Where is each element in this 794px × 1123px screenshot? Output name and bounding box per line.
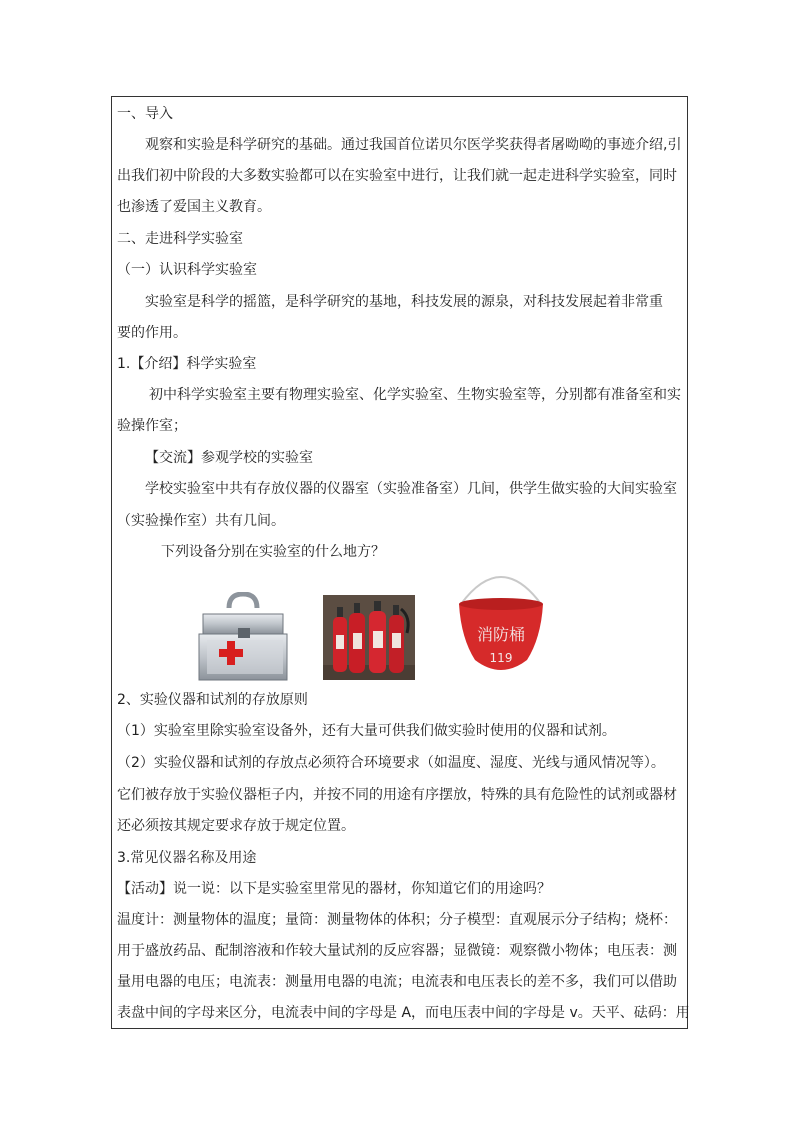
paragraph-line: 出我们初中阶段的大多数实验都可以在实验室中进行，让我们就一起走进科学实验室，同时	[117, 168, 677, 184]
fire-extinguishers-image	[323, 595, 415, 680]
heading-storage: 2、实验仪器和试剂的存放原则	[117, 692, 308, 708]
heading-instruments: 3.常见仪器名称及用途	[117, 850, 257, 866]
paragraph-line: 学校实验室中共有存放仪器的仪器室（实验准备室）几间，供学生做实验的大间实验室	[145, 481, 677, 497]
paragraph-line: 实验室是科学的摇篮，是科学研究的基地，科技发展的源泉，对科技发展起着非常重	[145, 294, 663, 310]
fire-bucket-image	[455, 568, 547, 680]
paragraph-line: 它们被存放于实验仪器柜子内，并按不同的用途有序摆放，特殊的具有危险性的试剂或器材	[117, 787, 677, 803]
paragraph-line: 也渗透了爱国主义教育。	[117, 199, 271, 215]
paragraph-line: （实验操作室）共有几间。	[117, 513, 285, 529]
heading-enter-lab: 二、走进科学实验室	[117, 231, 243, 247]
heading-introduction: 1.【介绍】科学实验室	[117, 356, 257, 372]
paragraph-line: 初中科学实验室主要有物理实验室、化学实验室、生物实验室等，分别都有准备室和实	[149, 387, 681, 403]
paragraph-line: （2）实验仪器和试剂的存放点必须符合环境要求（如温度、湿度、光线与通风情况等）。	[117, 755, 665, 771]
paragraph-line: 验操作室；	[117, 418, 187, 434]
first-aid-kit-image	[195, 592, 291, 682]
paragraph-line: 用于盛放药品、配制溶液和作较大量试剂的反应容器；显微镜：观察微小物体；电压表：测	[117, 943, 677, 959]
subheading-know-lab: （一）认识科学实验室	[117, 262, 257, 278]
heading-exchange: 【交流】参观学校的实验室	[145, 450, 313, 466]
paragraph-line: 还必须按其规定要求存放于规定位置。	[117, 818, 355, 834]
paragraph-line: 表盘中间的字母来区分，电流表中间的字母是 A，而电压表中间的字母是 v。天平、砝码：用	[117, 1005, 690, 1021]
paragraph-line: （1）实验室里除实验室设备外，还有大量可供我们做实验时使用的仪器和试剂。	[117, 723, 616, 739]
heading-intro: 一、导入	[117, 106, 173, 122]
bucket-number: 119	[489, 651, 513, 665]
paragraph-line: 温度计：测量物体的温度；量筒：测量物体的体积；分子模型：直观展示分子结构；烧杯：	[117, 912, 677, 928]
question-line: 下列设备分别在实验室的什么地方？	[161, 544, 385, 560]
paragraph-line: 观察和实验是科学研究的基础。通过我国首位诺贝尔医学奖获得者屠呦呦的事迹介绍,引	[145, 137, 682, 153]
heading-activity: 【活动】说一说：以下是实验室里常见的器材，你知道它们的用途吗？	[117, 881, 551, 897]
paragraph-line: 量用电器的电压；电流表：测量用电器的电流；电流表和电压表长的差不多，我们可以借助	[117, 974, 677, 990]
paragraph-line: 要的作用。	[117, 325, 187, 341]
bucket-label: 消防桶	[476, 625, 526, 644]
